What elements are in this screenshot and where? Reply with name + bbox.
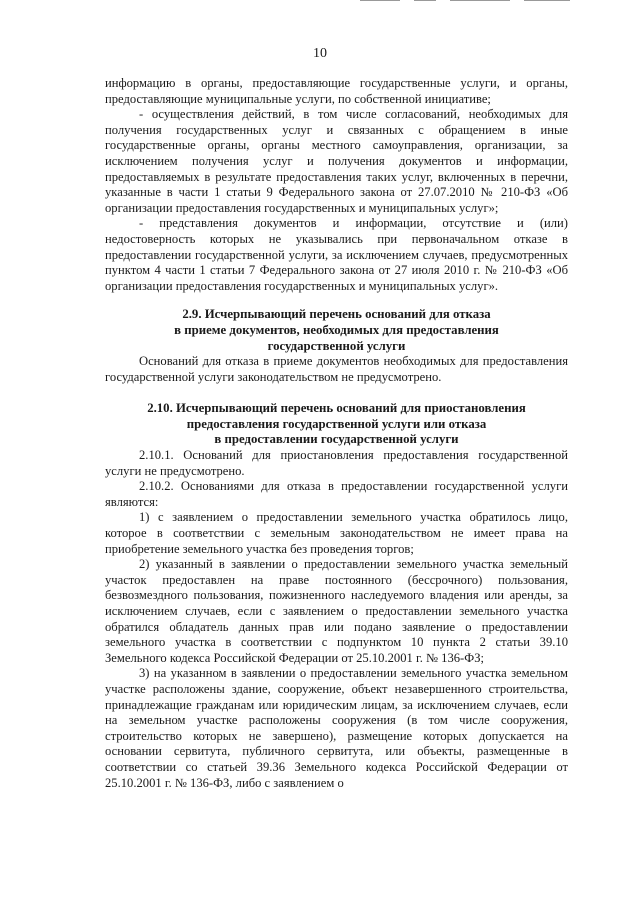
paragraph-actions-approvals: - осуществления действий, в том числе согласований, необходимых для получения государственных услуг и связанных с обращением в иные государственные органы, органы местного самоуправления, организации, за исключением получения услуг и получения документов и информации, предоставляемых в результате предоставления таких услуг, включенных в перечни, указанные в части 1 статьи 9 Федерального закона от 27.07.2010 № 210-ФЗ «Об организации предоставления государственных и муниципальных услуг»;: [105, 107, 568, 215]
list-item-refusal-3: 3) на указанном в заявлении о предоставлении земельного участка земельном участке расположены здание, сооружение, объект незавершенного строительства, принадлежащие гражданам или юридическим лицам, за исключением случаев, если на земельном участке расположены сооружения (в том числе сооружения, строительство которых не завершено), размещение которых допускается на основании сервитута, публичного сервитута, или объекты, размещенные в соответствии со статьей 39.36 Земельного кодекса Российской Федерации от 25.10.2001 г. № 136-ФЗ, либо с заявлением о: [105, 666, 568, 790]
section-heading-line: в приеме документов, необходимых для предоставления: [174, 322, 499, 337]
section-2-9-heading: [105, 307, 568, 354]
paragraph-documents-submission: - представления документов и информации, отсутствие и (или) недостоверность которых не указывались при первоначальном отказе в предоставлении государственной услуги, за исключением случаев, предусмотренных пунктом 4 части 1 статьи 7 Федерального закона от 27 июля 2010 г. № 210-ФЗ «Об организации предоставления государственных и муниципальных услуг».: [105, 216, 568, 293]
document-body: [105, 76, 568, 791]
section-heading-line: 2.10. Исчерпывающий перечень оснований для приостановления: [147, 401, 526, 416]
list-item-refusal-1: 1) с заявлением о предоставлении земельного участка обратилось лицо, которое в соответствии с земельным законодательством не имеет права на приобретение земельного участка без проведения торгов;: [105, 510, 568, 556]
section-heading-line: государственной услуги: [267, 338, 406, 353]
list-item-refusal-2: 2) указанный в заявлении о предоставлении земельного участка земельный участок предоставлен на праве постоянного (бессрочного) пользования, безвозмездного пользования, пожизненного наследуемого владения или аренды, за исключением случаев, если с заявлением о предоставлении земельного участка обратился обладатель данных прав или подано заявление о предоставлении земельного участка в соответствии с подпунктом 10 пункта 2 статьи 39.10 Земельного кодекса Российской Федерации от 25.10.2001 г. № 136-ФЗ;: [105, 557, 568, 665]
scan-top-marks: [360, 0, 620, 3]
section-2-9-text: Оснований для отказа в приеме документов необходимых для предоставления государственной услуги законодательством не предусмотрено.: [105, 354, 568, 384]
section-2-10-heading: [105, 401, 568, 448]
section-heading-line: предоставления государственной услуги или отказа: [186, 416, 487, 431]
paragraph-2-10-1: 2.10.1. Оснований для приостановления предоставления государственной услуги не предусмотрено.: [105, 448, 568, 478]
section-heading-line: в предоставлении государственной услуги: [214, 432, 459, 447]
section-heading-line: 2.9. Исчерпывающий перечень оснований для отказа: [182, 307, 491, 322]
paragraph-2-10-2: 2.10.2. Основаниями для отказа в предоставлении государственной услуги являются:: [105, 479, 568, 509]
page-number: 10: [313, 46, 327, 61]
paragraph-info-to-organs: информацию в органы, предоставляющие государственные услуги, и органы, предоставляющие муниципальные услуги, по собственной инициативе;: [105, 76, 568, 106]
